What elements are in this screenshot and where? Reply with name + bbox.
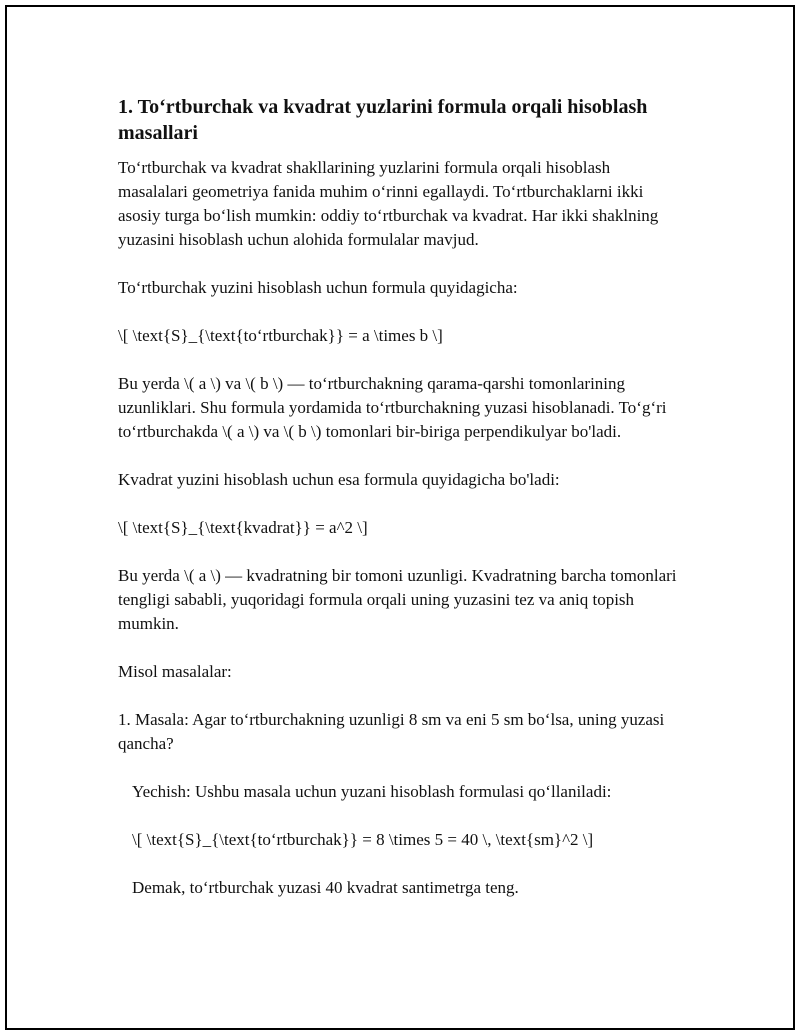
solution-conclusion: Demak, to‘rtburchak yuzasi 40 kvadrat santimetrga teng.	[132, 878, 519, 897]
intro-paragraph: To‘rtburchak va kvadrat shakllarining yuzlarini formula orqali hisoblash masalalari geometriya fanida muhim o‘rinni egallaydi. To‘rtburchaklarni ikki asosiy turga bo‘lish mumkin: oddiy to‘rtburchak va kvadrat. Har ikki shaklning yuzasini hisoblash uchun alohida formulalar mavjud.	[118, 158, 659, 249]
document-body	[118, 94, 678, 924]
section-heading: 1. To‘rtburchak va kvadrat yuzlarini formula orqali hisoblash masallari	[118, 96, 648, 144]
square-formula-intro: Kvadrat yuzini hisoblash uchun esa formula quyidagicha bo'ladi:	[118, 470, 560, 489]
square-formula: \[ \text{S}_{\text{kvadrat}} = a^2 \]	[118, 518, 368, 537]
rectangle-formula-intro: To‘rtburchak yuzini hisoblash uchun formula quyidagicha:	[118, 278, 518, 297]
rectangle-explanation: Bu yerda \( a \) va \( b \) — to‘rtburchakning qarama-qarshi tomonlarining uzunliklari. Shu formula yordamida to‘rtburchakning yuzasi hisoblanadi. To‘g‘ri to‘rtburchakda \( a \) va \( b \) tomonlari bir-biriga perpendikulyar bo'ladi.	[118, 374, 667, 441]
square-explanation: Bu yerda \( a \) — kvadratning bir tomoni uzunligi. Kvadratning barcha tomonlari tengligi sababli, yuqoridagi formula orqali uning yuzasini tez va aniq topish mumkin.	[118, 566, 677, 633]
problem-1: 1. Masala: Agar to‘rtburchakning uzunligi 8 sm va eni 5 sm bo‘lsa, uning yuzasi qancha?	[118, 710, 665, 753]
rectangle-formula: \[ \text{S}_{\text{to‘rtburchak}} = a \times b \]	[118, 326, 443, 345]
solution-intro: Yechish: Ushbu masala uchun yuzani hisoblash formulasi qo‘llaniladi:	[132, 782, 612, 801]
examples-label: Misol masalalar:	[118, 662, 232, 681]
solution-formula: \[ \text{S}_{\text{to‘rtburchak}} = 8 \times 5 = 40 \, \text{sm}^2 \]	[132, 830, 594, 849]
